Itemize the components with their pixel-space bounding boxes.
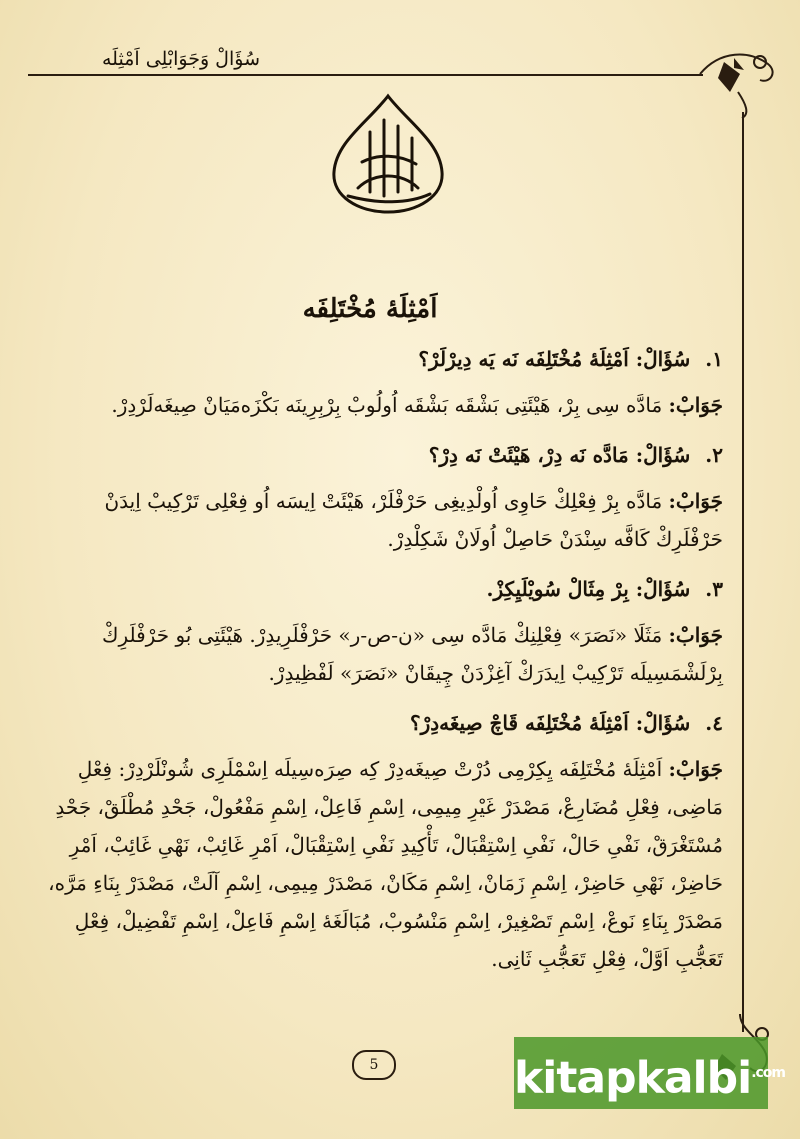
answer xyxy=(40,386,723,424)
question-label: سُؤَالْ: xyxy=(635,711,691,735)
top-right-ornament-icon xyxy=(690,40,780,120)
question-label: سُؤَالْ: xyxy=(635,443,691,467)
question xyxy=(40,570,723,608)
qa-item xyxy=(40,340,723,424)
page-title: اَمْثِلَهٔ مُخْتَلِفَه xyxy=(302,294,438,324)
answer-label: جَوَابْ: xyxy=(668,623,723,647)
question xyxy=(40,704,723,742)
frame-right-rule xyxy=(742,112,744,1032)
answer-label: جَوَابْ: xyxy=(668,393,723,417)
answer-label: جَوَابْ: xyxy=(668,489,723,513)
question-label: سُؤَالْ: xyxy=(635,577,691,601)
running-head: سُؤَالْ وَجَوَابْلِى اَمْثِلَه xyxy=(102,48,260,70)
answer xyxy=(40,750,723,978)
qa-item xyxy=(40,436,723,558)
qa-list xyxy=(40,340,723,990)
answer-text: اَمْثِلَهٔ مُخْتَلِفَه يِكِرْمِى دُرْتْ صِيغَه‌دِرْ كِه صِرَه‌سِيلَه اِسْمْلَرِى شُونْلَرْدِرْ: فِعْلِ مَاضِى، فِعْلِ مُضَارِعْ، مَصْدَرْ غَيْرِ مِيمِى، اِسْمِ فَاعِلْ، اِسْمِ مَفْعُولْ، جَحْدِ مُطْلَقْ، جَحْدِ مُسْتَغْرَقْ، نَفْىِ حَالْ، نَفْىِ اِسْتِقْبَالْ، تَأْكِيدِ نَفْىِ اِسْتِقْبَالْ، اَمْرِ غَائِبْ، نَهْىِ غَائِبْ، اَمْرِ حَاضِرْ، نَهْىِ حَاضِرْ، اِسْمِ زَمَانْ، اِسْمِ مَكَانْ، مَصْدَرْ مِيمِى، اِسْمِ آلَتْ، مَصْدَرْ بِنَاءِ مَرَّه، مَصْدَرْ بِنَاءِ نَوعْ، اِسْمِ تَصْغِيرْ، اِسْمِ مَنْسُوبْ، مُبَالَغَهٔ اِسْمِ فَاعِلْ، اِسْمِ تَفْضِيلْ، فِعْلِ تَعَجُّبِ اَوَّلْ، فِعْلِ تَعَجُّبِ ثَانِى. xyxy=(48,757,723,971)
watermark-logo xyxy=(514,1037,786,1109)
qa-item xyxy=(40,704,723,978)
answer-text: مَادَّه سِى بِرْ، هَيْئَتِى بَشْقَه بَشْقَه اُولُوبْ بِرْبِرِينَه بَكْزَه‌مَيَانْ صِيغَه‌لَرْدِرْ. xyxy=(111,393,663,417)
question-text: بِرْ مِثَالْ سُويْلَيِكِزْ. xyxy=(486,577,629,601)
page-number: 5 xyxy=(352,1050,396,1080)
watermark-brand: kitapkalbi xyxy=(514,1052,752,1104)
answer-text: مَثَلَا «نَصَرَ» فِعْلِنِكْ مَادَّه سِى «ن-ص-ر» حَرْفْلَرِيدِرْ. هَيْئَتِى بُو حَرْفْلَرِكْ بِرْلَشْمَسِيلَه تَرْكِيبْ اِيدَرَكْ آغِزْدَنْ چِيقَانْ «نَصَرَ» لَفْظِيدِرْ. xyxy=(101,623,723,685)
answer xyxy=(40,482,723,558)
question xyxy=(40,340,723,378)
qa-item xyxy=(40,570,723,692)
answer-label: جَوَابْ: xyxy=(668,757,723,781)
question-number: ٢. xyxy=(705,443,723,467)
question-text: مَادَّه نَه دِرْ، هَيْئَتْ نَه دِرْ؟ xyxy=(428,443,629,467)
watermark-tld: .com xyxy=(751,1065,786,1081)
answer xyxy=(40,616,723,692)
question-number: ٣. xyxy=(705,577,723,601)
question-text: اَمْثِلَهٔ مُخْتَلِفَه قَاچْ صِيغَه‌دِرْ؟ xyxy=(409,711,629,735)
question-number: ١. xyxy=(705,347,723,371)
answer-text: مَادَّه بِرْ فِعْلِكْ حَاوِى اُولْدِيغِى حَرْفْلَرْ، هَيْئَتْ اِيسَه اُو فِعْلِى تَرْكِيبْ اِيدَنْ حَرْفْلَرِكْ كَافَّه سِنْدَنْ حَاصِلْ اُولَانْ شَكِلْدِرْ. xyxy=(104,489,723,551)
frame-top-rule xyxy=(28,74,703,76)
question xyxy=(40,436,723,474)
question-text: اَمْثِلَهٔ مُخْتَلِفَه نَه يَه دِيرْلَرْ؟ xyxy=(418,347,629,371)
basmala-calligraphy-icon xyxy=(318,92,458,217)
question-label: سُؤَالْ: xyxy=(635,347,691,371)
question-number: ٤. xyxy=(705,711,723,735)
